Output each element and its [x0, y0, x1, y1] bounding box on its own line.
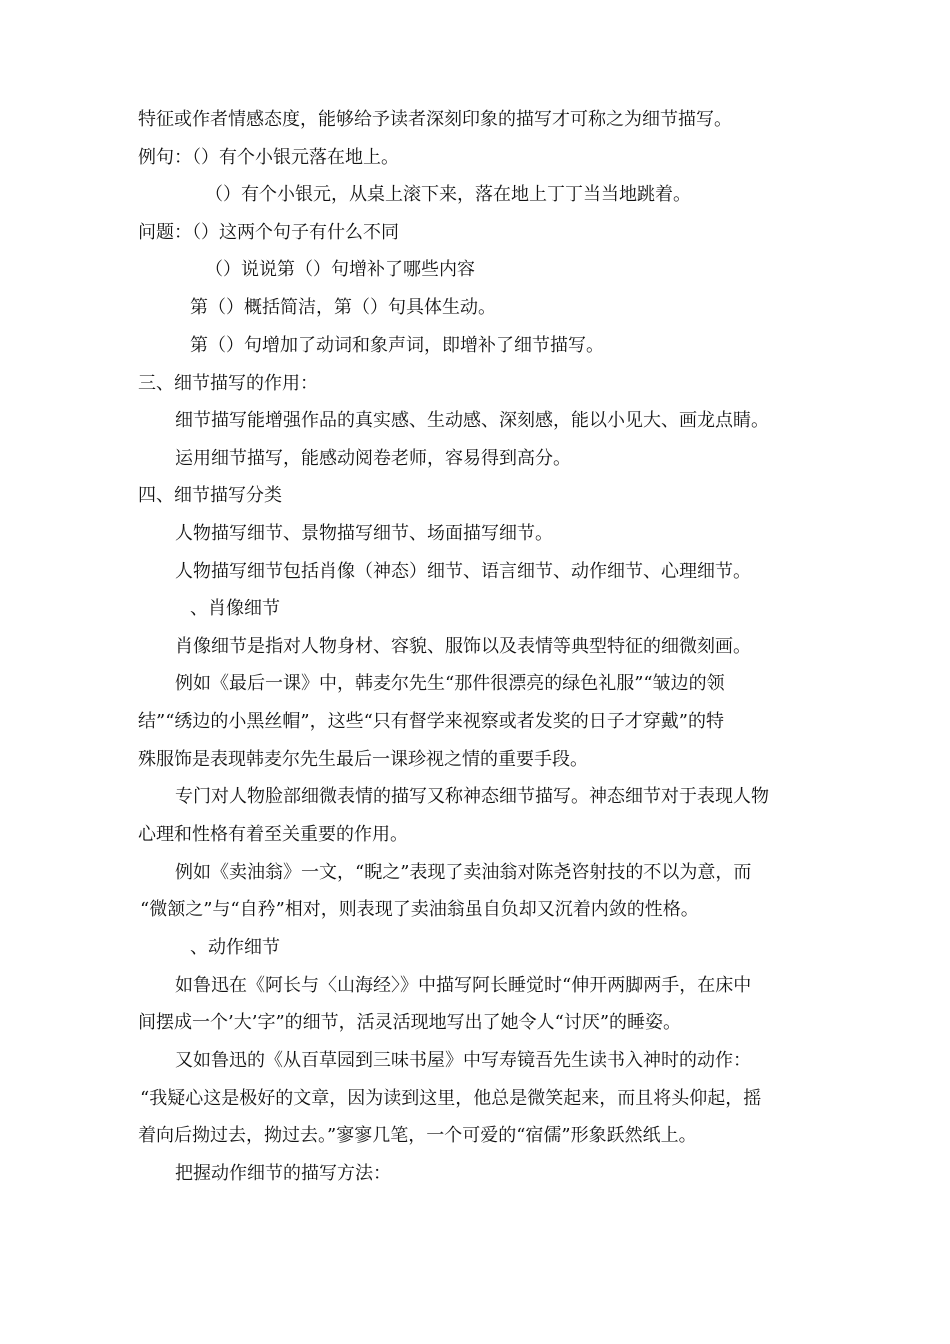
text-line: 特征或作者情感态度，能够给予读者深刻印象的描写才可称之为细节描写。 — [138, 109, 732, 130]
text-line: 着向后拗过去，拗过去。”寥寥几笔，一个可爱的“宿儒”形象跃然纸上。 — [138, 1125, 697, 1146]
text-line: “我疑心这是极好的文章，因为读到这里，他总是微笑起来，而且将头仰起，摇 — [140, 1088, 762, 1109]
text-line: “微颔之”与“自矜”相对，则表现了卖油翁虽自负却又沉着内敛的性格。 — [140, 899, 699, 920]
section-heading: 四、细节描写分类 — [138, 485, 282, 506]
text-line: 运用细节描写，能感动阅卷老师，容易得到高分。 — [175, 448, 571, 469]
text-line: 间摆成一个’大’字”的细节，活灵活现地写出了她令人“讨厌”的睡姿。 — [138, 1012, 682, 1033]
text-line: 问题：（）这两个句子有什么不同 — [138, 222, 399, 243]
text-line: 肖像细节是指对人物身材、容貌、服饰以及表情等典型特征的细微刻画。 — [175, 636, 751, 657]
text-line: 把握动作细节的描写方法： — [175, 1163, 391, 1184]
text-line: 第（）句增加了动词和象声词，即增补了细节描写。 — [190, 335, 604, 356]
text-line: 人物描写细节、景物描写细节、场面描写细节。 — [175, 523, 553, 544]
text-line: 如鲁迅在《阿长与〈山海经〉》中描写阿长睡觉时“伸开两脚两手，在床中 — [175, 975, 752, 996]
section-heading: 三、细节描写的作用： — [138, 373, 318, 394]
text-line: 人物描写细节包括肖像（神态）细节、语言细节、动作细节、心理细节。 — [175, 561, 751, 582]
subsection-heading: 、肖像细节 — [190, 598, 280, 619]
text-line: 例如《卖油翁》一文，“睨之”表现了卖油翁对陈尧咨射技的不以为意，而 — [175, 862, 752, 883]
text-line: 又如鲁迅的《从百草园到三味书屋》中写寿镜吾先生读书入神时的动作： — [175, 1050, 751, 1071]
text-line: 第（）概括简洁，第（）句具体生动。 — [190, 297, 496, 318]
subsection-heading: 、动作细节 — [190, 937, 280, 958]
text-line: 专门对人物脸部细微表情的描写又称神态细节描写。神态细节对于表现人物 — [175, 786, 769, 807]
text-line: （）有个小银元，从桌上滚下来，落在地上丁丁当当地跳着。 — [205, 184, 691, 205]
text-line: 例如《最后一课》中，韩麦尔先生“那件很漂亮的绿色礼服”“皱边的领 — [175, 673, 725, 694]
text-line: 结”“绣边的小黑丝帽”，这些“只有督学来视察或者发奖的日子才穿戴”的特 — [138, 711, 725, 732]
text-line: 细节描写能增强作品的真实感、生动感、深刻感，能以小见大、画龙点睛。 — [175, 410, 769, 431]
text-line: 心理和性格有着至关重要的作用。 — [138, 824, 408, 845]
text-line: 例句：（）有个小银元落在地上。 — [138, 147, 399, 168]
text-line: 殊服饰是表现韩麦尔先生最后一课珍视之情的重要手段。 — [138, 749, 588, 770]
text-line: （）说说第（）句增补了哪些内容 — [205, 259, 475, 280]
